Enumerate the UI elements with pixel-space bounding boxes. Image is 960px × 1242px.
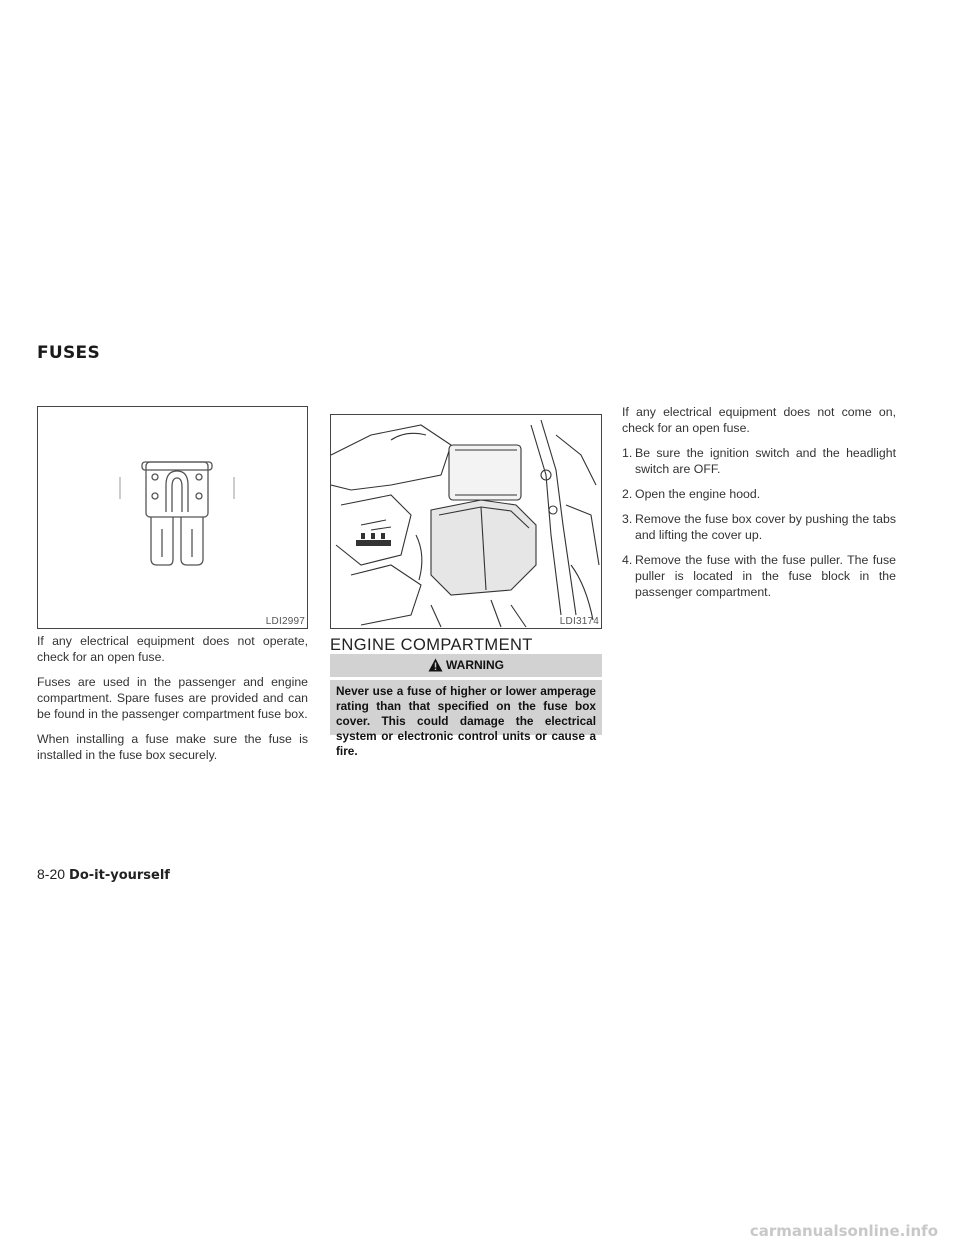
column-1-text xyxy=(37,633,308,772)
figure-id-label: LDI3174 xyxy=(559,616,599,627)
engine-compartment-heading: ENGINE COMPARTMENT xyxy=(330,636,533,654)
procedure-steps xyxy=(622,445,896,600)
engine-compartment-illustration xyxy=(330,414,602,629)
step-text: Remove the fuse with the fuse puller. The fuse puller is located in the fuse block in the passenger compartment. xyxy=(635,553,896,599)
step-item xyxy=(622,486,896,502)
blade-fuse-drawing xyxy=(38,407,307,628)
paragraph: If any electrical equipment does not operate, check for an open fuse. xyxy=(37,634,308,664)
warning-header xyxy=(330,654,602,677)
page-number: 8-20 xyxy=(37,866,66,882)
fuse-illustration xyxy=(37,406,308,629)
step-number: 3. xyxy=(622,512,633,526)
page-footer xyxy=(37,866,170,883)
step-text: Remove the fuse box cover by pushing the tabs and lifting the cover up. xyxy=(635,512,896,542)
step-number: 2. xyxy=(622,487,633,501)
column-3-text xyxy=(622,404,896,609)
step-text: Open the engine hood. xyxy=(635,487,761,501)
paragraph: Fuses are used in the passenger and engine compartment. Spare fuses are provided and can be found in the passenger compartment fuse box. xyxy=(37,675,308,721)
section-title: FUSES xyxy=(37,343,101,363)
watermark: carmanualsonline.info xyxy=(749,1222,938,1240)
step-item xyxy=(622,445,896,477)
chapter-name: Do-it-yourself xyxy=(69,868,170,883)
paragraph: When installing a fuse make sure the fuse is installed in the fuse box securely. xyxy=(37,732,308,762)
warning-text: Never use a fuse of higher or lower amperage rating than that specified on the fuse box cover. This could damage the electrical system or electronic control units or cause a fire. xyxy=(330,680,602,735)
step-item xyxy=(622,511,896,543)
warning-title: WARNING xyxy=(446,658,504,672)
step-number: 4. xyxy=(622,553,633,567)
step-item xyxy=(622,552,896,600)
engine-bay-drawing xyxy=(331,415,601,628)
step-text: Be sure the ignition switch and the headlight switch are OFF. xyxy=(635,446,896,476)
intro-paragraph: If any electrical equipment does not come on, check for an open fuse. xyxy=(622,405,896,435)
warning-triangle-icon xyxy=(428,658,443,672)
figure-id-label: LDI2997 xyxy=(265,616,305,627)
step-number: 1. xyxy=(622,446,633,460)
